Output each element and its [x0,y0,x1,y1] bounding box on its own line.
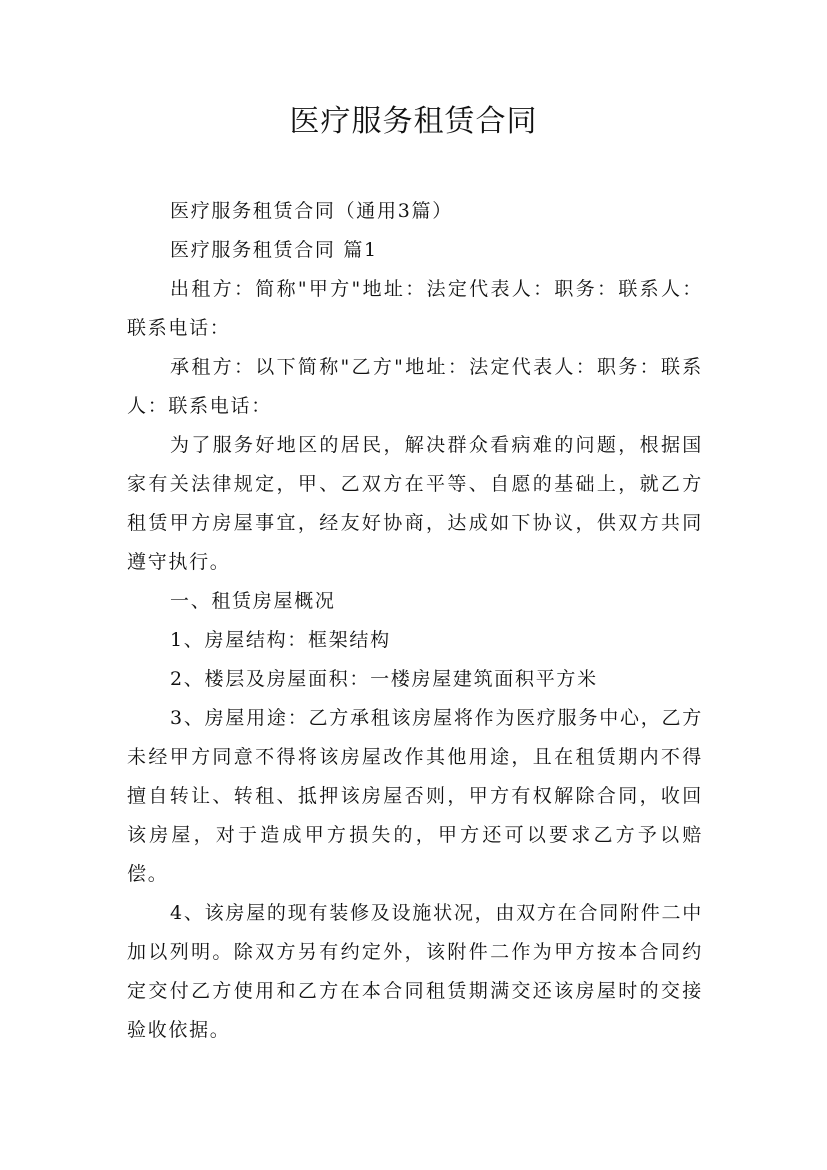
document-title: 医疗服务租赁合同 [289,104,538,139]
paragraph-lessee: 承租方：以下简称"乙方"地址：法定代表人：职务：联系人：联系电话： [127,356,703,417]
paragraph-item-1: 1、房屋结构：框架结构 [170,629,391,651]
paragraph-item-2: 2、楼层及房屋面积：一楼房屋建筑面积平方米 [170,668,598,690]
paragraph-item-4: 4、该房屋的现有装修及设施状况，由双方在合同附件二中加以列明。除双方另有约定外，该附件二作为甲方按本合同约定交付乙方使用和乙方在本合同租赁期满交还该房屋时的交接验收依据。 [127,902,703,1041]
paragraph-section-heading: 医疗服务租赁合同 篇1 [170,239,378,261]
paragraph-lessor: 出租方：简称"甲方"地址：法定代表人：职务：联系人：联系电话： [127,278,703,339]
paragraph-preamble: 为了服务好地区的居民，解决群众看病难的问题，根据国家有关法律规定，甲、乙双方在平等、自愿的基础上，就乙方租赁甲方房屋事宜，经友好协商，达成如下协议，供双方共同遵守执行。 [127,434,703,573]
document-body [127,192,703,1050]
paragraph-clause-heading: 一、租赁房屋概况 [170,590,336,612]
paragraph-item-3: 3、房屋用途：乙方承租该房屋将作为医疗服务中心，乙方未经甲方同意不得将该房屋改作其他用途，且在租赁期内不得擅自转让、转租、抵押该房屋否则，甲方有权解除合同，收回该房屋，对于造成甲方损失的，甲方还可以要求乙方予以赔偿。 [127,707,703,885]
paragraph-subtitle: 医疗服务租赁合同（通用3篇） [170,200,453,222]
